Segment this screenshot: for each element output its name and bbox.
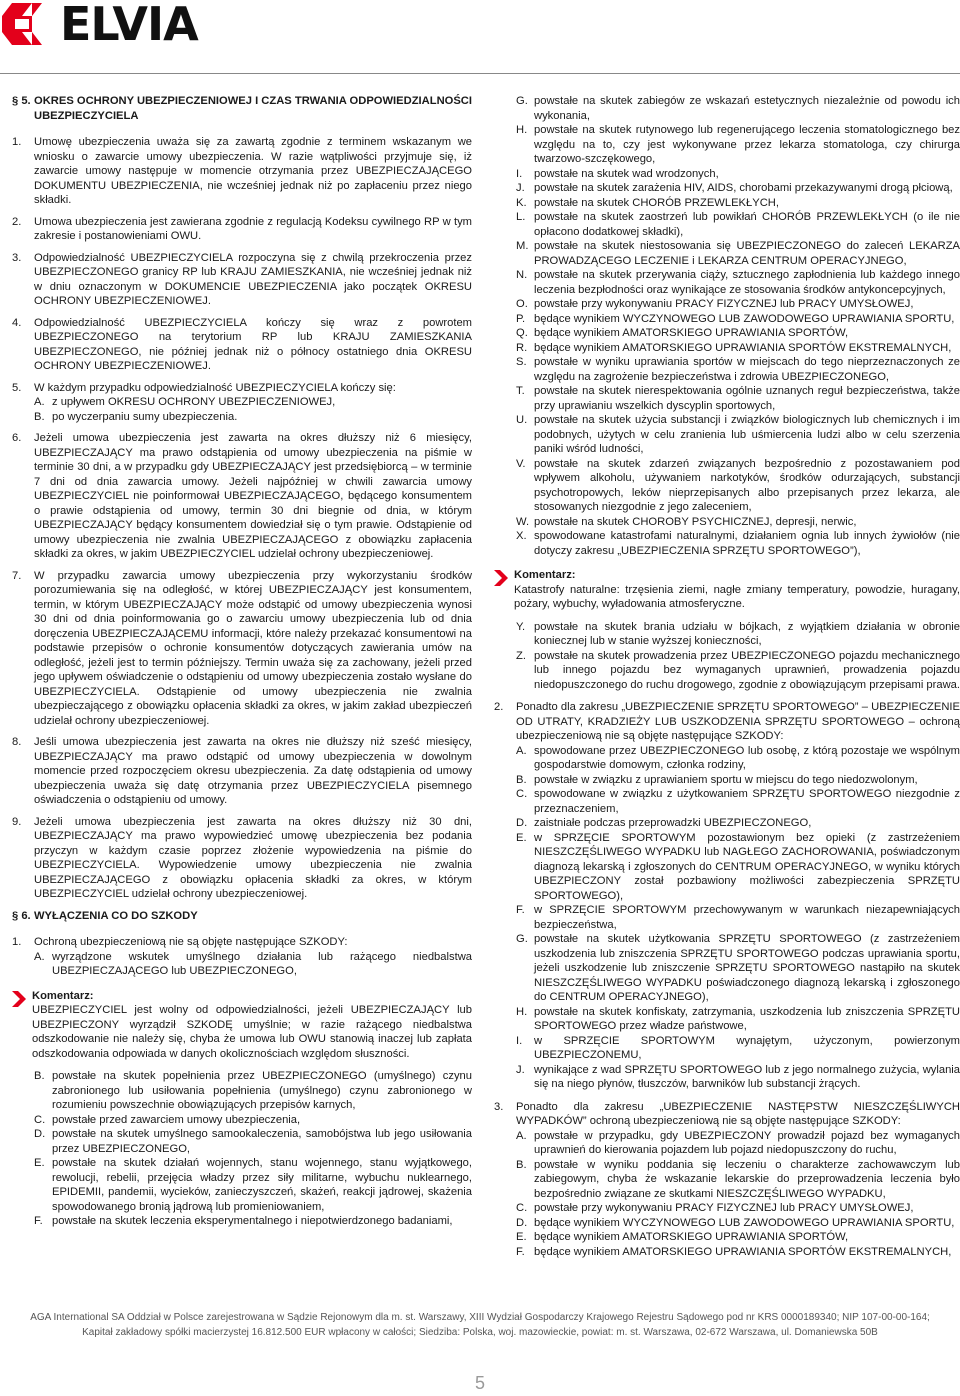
clause-6-1-a: A. wyrządzone wskutek umyślnego działania lub rażącego niedbalstwa UBEZPIECZAJĄCEGO lub UBEZPIECZONEGO,	[34, 950, 472, 977]
list-item: A. spowodowane przez UBEZPIECZONEGO lub osobę, z którą pozostaje we wspólnym gospodarstwie domowym, członka rodziny,	[516, 744, 960, 771]
list-item: T. powstałe na skutek nierespektowania ogólnie uznanych reguł bezpieczeństwa, także przy uprawianiu wszelkich dyscyplin sportowych,	[516, 385, 960, 412]
list-item: I. powstałe na skutek wad wrodzonych,	[516, 167, 719, 180]
left-column	[12, 94, 472, 1229]
clause-5-5-a: A. z upływem OKRESU OCHRONY UBEZPIECZENIOWEJ,	[34, 396, 336, 408]
clause-5-2: 2. Umowa ubezpieczenia jest zawierana zgodnie z regulacją Kodeksu cywilnego RP w tym zakresie i postanowieniami OWU.	[12, 215, 472, 242]
list-item: E. będące wynikiem AMATORSKIEGO UPRAWIANIA SPORTÓW,	[516, 1231, 849, 1243]
clause-5-5: 5. W każdym przypadku odpowiedzialność UBEZPIECZYCIELA kończy się: A. z upływem OKRESU OCHRONY UBEZPIECZENIOWEJ, B. po wyczerpaniu sumy ubezpieczenia.	[12, 381, 472, 425]
clause-5-1: 1. Umowę ubezpieczenia uważa się za zawartą zgodnie z terminem wskazanym we wniosku o zawarcie umowy ubezpieczenia. W razie wątpliwości przyjmuje się, iż zawarcie umowy następuje w momencie otrzymania przez UBEZPIECZAJĄCEGO DOKUMENTU UBEZPIECZENIA, nie wcześniej jednak niż po zapłaceniu przez niego składki.	[12, 136, 472, 206]
clause-5-3: 3. Odpowiedzialność UBEZPIECZYCIELA rozpoczyna się z chwilą przekroczenia przez UBEZPIECZONEGO granicy RP lub KRAJU ZAMIESZKANIA, nie wcześniej jednak niż w dniu oznaczonym w DOKUMENCIE UBEZPIECZENIA jako początek OKRESU OCHRONY UBEZPIECZENIOWEJ.	[12, 251, 472, 307]
list-item: B. powstałe w związku z uprawianiem sportu w miejscu do tego niedozwolonym,	[516, 773, 918, 786]
list-item: H. powstałe na skutek konfiskaty, zatrzymania, uszkodzenia lub zniszczenia SPRZĘTU SPORTOWEGO przez władze państwowe,	[516, 1005, 960, 1032]
list-item: F. będące wynikiem AMATORSKIEGO UPRAWIANIA SPORTÓW EKSTREMALNYCH,	[516, 1245, 952, 1258]
section-5-heading: § 5. OKRES OCHRONY UBEZPIECZENIOWEJ I CZAS TRWANIA ODPOWIEDZIALNOŚCI UBEZPIECZYCIELA	[12, 95, 472, 122]
list-item: D. powstałe na skutek umyślnego samookaleczenia, samobójstwa lub jego usiłowania przez UBEZPIECZONEGO,	[34, 1128, 472, 1155]
list-item: C. spowodowane w związku z użytkowaniem SPRZĘTU SPORTOWEGO niezgodnie z przeznaczeniem,	[516, 788, 960, 815]
brand-wordmark: ELVIA	[60, 0, 198, 51]
comment-box-2	[494, 568, 960, 612]
elvia-logo	[2, 0, 198, 51]
list-item: B. powstałe na skutek popełnienia przez UBEZPIECZONEGO (umyślnego) czynu zabronionego lub usiłowania popełnienia (umyślnego) czynu zabronionego w rozumieniu powszechnie obowiązujących przepisów karnych,	[34, 1070, 472, 1111]
elvia-cross-icon	[2, 3, 58, 45]
clause-5-5-b: B. po wyczerpaniu sumy ubezpieczenia.	[34, 410, 238, 423]
clause-6-1-list-continued	[516, 94, 960, 558]
clause-5-7: 7. W przypadku zawarcia umowy ubezpieczenia przy wykorzystaniu środków porozumiewania się na odległość, w której UBEZPIECZAJĄCY jest konsumentem, termin, w którym UBEZPIECZAJĄCY może odstąpić od umowy ubezpieczenia wynosi 30 dni od dnia poinformowania go o zawarciu umowy ubezpieczenia lub od dnia doręczenia UBEZPIECZAJĄCEMU informacji, które należy przekazać konsumentowi na podstawie przepisów o ochronie konsumentów dotyczących zawierania umów na odległość, jeżeli jest to termin późniejszy. Termin uważa się za zachowany, jeżeli przed jego upływem oświadczenie o odstąpieniu od umowy ubezpieczenia zostało wysłane do UBEZPIECZYCIELA. Odstąpienie od umowy ubezpieczenia nie zwalnia ubezpieczającego z obowiązku opłacenia składki za okres, w jakim zakład ubezpieczeń udzielał ochrony ubezpieczeniowej.	[12, 569, 472, 727]
list-item: I. w SPRZĘCIE SPORTOWYM wynajętym, użyczonym, powierzonym UBEZPIECZONEMU,	[516, 1034, 960, 1061]
clause-6-3-list	[516, 1129, 960, 1260]
list-item: K. powstałe na skutek CHORÓB PRZEWLEKŁYCH,	[516, 196, 779, 209]
comment-arrow-icon	[494, 568, 514, 612]
list-item: B. powstałe w wyniku poddania się leczeniu o charakterze zachowawczym lub zabiegowym, chyba że wskazanie lekarskie do przeprowadzenia leczenia było bezpośrednio związane ze skutkami NIESZCZĘŚLIWEGO WYPADKU,	[516, 1158, 960, 1200]
list-item: Y. powstałe na skutek brania udziału w bójkach, z wyjątkiem działania w obronie koniecznej lub w stanie wyższej konieczności,	[516, 620, 960, 647]
comment-text: UBEZPIECZYCIEL jest wolny od odpowiedzialności, jeżeli UBEZPIECZAJĄCY lub UBEZPIECZONY wyrządził SZKODĘ umyślnie; w razie rażącego niedbalstwa odszkodowanie nie należy się, chyba że umowa lub OWU stanowią inaczej lub zapłata odszkodowania odpowiada w danych okolicznościach względom słuszności.	[32, 1004, 472, 1060]
page-footer	[0, 1310, 960, 1340]
list-item: D. zaistniałe podczas przeprowadzki UBEZPIECZONEGO,	[516, 817, 812, 829]
list-item: F. powstałe na skutek leczenia eksperymentalnego i niepotwierdzonego badaniami,	[34, 1215, 453, 1227]
list-item: N. powstałe na skutek przerywania ciąży, sztucznego zapłodnienia lub każdego innego leczenia bezpłodności oraz wynikające ze stosowania środków antykoncepcyjnych,	[516, 269, 960, 296]
list-item: U. powstałe na skutek użycia substancji i związków biologicznych lub chemicznych i im podobnych, użytych w celu zranienia lub uśmiercenia ludzi albo w celu szerzenia paniki wśród ludności,	[516, 414, 960, 455]
list-item: E. w SPRZĘCIE SPORTOWYM pozostawionym bez opieki (z zastrzeżeniem NIESZCZĘŚLIWEGO WYPADKU lub NAGŁEGO ZACHOROWANIA, poświadczonym diagnozą lekarską i zgłoszonych do CENTRUM OPERACYJNEGO, w wyniku których UBEZPIECZONY został pozbawiony możliwości zabezpieczenia SPRZĘTU SPORTOWEGO),	[516, 831, 960, 902]
comment-heading: Komentarz:	[514, 569, 576, 581]
list-item: W. powstałe na skutek CHOROBY PSYCHICZNEJ, depresji, nerwic,	[516, 515, 857, 528]
list-item: Z. powstałe na skutek prowadzenia przez UBEZPIECZONEGO pojazdu mechanicznego lub innego pojazdu bez wymaganych uprawnień, prowadzenia pojazdu niedopuszczonego do ruchu drogowego, zgodnie z obowiązującym przepisami prawa.	[516, 649, 960, 691]
list-item: J. powstałe na skutek zarażenia HIV, AIDS, chorobami przekazywanymi drogą płciową,	[516, 182, 953, 194]
header-divider	[0, 73, 960, 74]
footer-line-1: AGA International SA Oddział w Polsce zarejestrowana w Sądzie Rejonowym dla m. st. Warszawy, XIII Wydział Gospodarczy Krajowego Rejestru Sądowego pod nr KRS 0000189340; NIP 107-00-00-164;	[30, 1312, 930, 1323]
clause-6-1-list-end	[516, 620, 960, 693]
clause-6-3: 3. Ponadto dla zakresu „UBEZPIECZENIE NASTĘPSTW NIESZCZĘŚLIWYCH WYPADKÓW” ochroną ubezpieczeniową nie są objęte następujące SZKODY:	[494, 1100, 960, 1127]
list-item: X. spowodowane katastrofami naturalnymi, działaniem ognia lub innych żywiołów (nie dotyczy zakresu „UBEZPIECZENIA SPRZĘTU SPORTOWEGO”),	[516, 530, 960, 557]
list-item: P. będące wynikiem WYCZYNOWEGO LUB ZAWODOWEGO UPRAWIANIA SPORTU,	[516, 312, 955, 325]
list-item: A. powstałe w przypadku, gdy UBEZPIECZONY prowadził pojazd bez wymaganych uprawnień do kierowania pojazdem lub pojazd niedopuszczony do ruchu,	[516, 1129, 960, 1156]
right-column	[494, 94, 960, 1259]
list-item: R. będące wynikiem AMATORSKIEGO UPRAWIANIA SPORTÓW EKSTREMALNYCH,	[516, 341, 952, 354]
comment-arrow-icon	[12, 989, 32, 1062]
list-item: F. w SPRZĘCIE SPORTOWYM przechowywanym w warunkach niezapewniających bezpieczeństwa,	[516, 904, 960, 931]
clause-5-8: 8. Jeśli umowa ubezpieczenia jest zawarta na okres nie dłuższy niż sześć miesięcy, UBEZPIECZAJĄCY ma prawo odstąpić od umowy ubezpieczenia w dowolnym momencie przed rozpoczęciem okresu ubezpieczenia. Za datę odstąpienia od umowy ubezpieczenia uważa się datę otrzymania przez UBEZPIECZYCIELA pisemnego oświadczenia o odstąpieniu od umowy.	[12, 736, 472, 806]
list-item: H. powstałe na skutek rutynowego lub regenerującego leczenia stomatologicznego bez względu na to, czy jest wykonywane przez lekarza stomatologa, czy chirurga twarzowo-szczękowego,	[516, 124, 960, 165]
list-item: Q. będące wynikiem AMATORSKIEGO UPRAWIANIA SPORTÓW,	[516, 327, 849, 339]
list-item: M. powstałe na skutek niestosowania się UBEZPIECZONEGO do zaleceń LEKARZA PROWADZĄCEGO LECZENIE i LEKARZA CENTRUM OPERACYJNEGO,	[516, 240, 960, 267]
page-number: 5	[474, 1373, 485, 1393]
list-item: D. będące wynikiem WYCZYNOWEGO LUB ZAWODOWEGO UPRAWIANIA SPORTU,	[516, 1216, 955, 1229]
list-item: C. powstałe przed zawarciem umowy ubezpieczenia,	[34, 1113, 301, 1126]
list-item: S. powstałe w wyniku uprawiania sportów w miejscach do tego nieprzeznaczonych ze względu na zagrożenie bezpieczeństwa i zdrowia UBEZPIECZONEGO,	[516, 356, 960, 383]
list-item: L. powstałe na skutek zaostrzeń lub powikłań CHORÓB PRZEWLEKŁYCH (o ile nie opłacono dodatkowej składki),	[516, 211, 960, 238]
clause-5-9: 9. Jeżeli umowa ubezpieczenia jest zawarta na okres dłuższy niż 30 dni, UBEZPIECZAJĄCY ma prawo wypowiedzieć umowę ubezpieczenia bez podania przyczyn w każdym czasie poprzez złożenie wypowiedzenia na piśmie do UBEZPIECZYCIELA. Wypowiedzenie umowy ubezpieczenia nie zwalnia UBEZPIECZAJĄCEGO z obowiązku opłacenia składki za okres, w którym UBEZPIECZYCIEL udzielał ochrony ubezpieczeniowej.	[12, 815, 472, 900]
list-item: O. powstałe przy wykonywaniu PRACY FIZYCZNEJ lub PRACY UMYSŁOWEJ,	[516, 298, 914, 310]
clause-5-6: 6. Jeżeli umowa ubezpieczenia jest zawarta na okres dłuższy niż 6 miesięcy, UBEZPIECZAJĄCY ma prawo odstąpienia od umowy ubezpieczenia na piśmie w terminie 30 dni, a w przypadku gdy UBEZPIECZAJĄCY jest przedsiębiorcą – w terminie 7 dni od dnia zawarcia umowy. Jeżeli najpóźniej w chwili zawarcia umowy UBEZPIECZYCIEL nie poinformował UBEZPIECZAJĄCEGO, będącego konsumentem o prawie odstąpienia od umowy, termin 30 dni biegnie od dnia, w którym UBEZPIECZAJĄCY będący konsumentem dowiedział się o tym prawie. Odstąpienie od umowy ubezpieczenia nie zwalnia UBEZPIECZAJĄCEGO z obowiązku zapłacenia składki za okres, w jakim UBEZPIECZYCIEL udzielał ochrony ubezpieczeniowej.	[12, 432, 472, 560]
list-item: J. wynikające z wad SPRZĘTU SPORTOWEGO lub z jego normalnego zużycia, wylania się na niego płynów, tłuszczów, barwników lub substancji żrących.	[516, 1063, 960, 1090]
comment-heading: Komentarz:	[32, 989, 94, 1002]
section-6-heading: § 6. WYŁĄCZENIA CO DO SZKODY	[12, 909, 198, 922]
list-item: C. powstałe przy wykonywaniu PRACY FIZYCZNEJ lub PRACY UMYSŁOWEJ,	[516, 1202, 914, 1214]
clause-6-2-list	[516, 744, 960, 1092]
footer-line-2: Kapitał zakładowy spółki macierzystej 16.812.500 EUR wpłacony w całości; Siedziba: Polska, woj. mazowieckie, powiat: m. st. Warszawa, 02-672 Warszawa, ul. Domaniewska 50B	[82, 1327, 878, 1338]
list-item: E. powstałe na skutek działań wojennych, stanu wojennego, stanu wyjątkowego, rewolucji, rebelii, przejęcia władzy przez siły militarne, wybuchu nuklearnego, EPIDEMII, pandemii, wycieków, zanieczyszczeń, skażeń, reakcji jądrowej, skażenia spowodowanego bronią jądrową lub promieniowaniem,	[34, 1157, 472, 1213]
comment-box-1	[12, 989, 472, 1062]
list-item: G. powstałe na skutek użytkowania SPRZĘTU SPORTOWEGO (z zastrzeżeniem uszkodzenia lub zniszczenia SPRZĘTU SPORTOWEGO podczas uprawiania sportu, jeżeli uszkodzenie lub zniszczenie SPRZĘTU SPORTOWEGO nastąpiło na skutek NIESZCZĘŚLIWEGO WYPADKU poświadczonego diagnozą lekarską i zgłoszonego do CENTRUM OPERACYJNEGO),	[516, 933, 960, 1003]
clause-6-1-list	[34, 1069, 472, 1229]
comment-text: Katastrofy naturalne: trzęsienia ziemi, nagłe zmiany temperatury, powodzie, huragany, pożary, wybuchy, wyładowania atmosferyczne.	[514, 583, 960, 610]
list-item: G. powstałe na skutek zabiegów ze wskazań estetycznych niezależnie od powodu ich wykonania,	[516, 95, 960, 122]
clause-5-4: 4. Odpowiedzialność UBEZPIECZYCIELA kończy się wraz z powrotem UBEZPIECZONEGO na terytorium RP lub KRAJU ZAMIESZKANIA UBEZPIECZONEGO, nie później jednak niż o północy ostatniego dnia OKRESU OCHRONY UBEZPIECZENIOWEJ.	[12, 316, 472, 372]
clause-6-1: 1. Ochroną ubezpieczeniową nie są objęte następujące SZKODY: A. wyrządzone wskutek umyślnego działania lub rażącego niedbalstwa UBEZPIECZAJĄCEGO lub UBEZPIECZONEGO,	[12, 936, 472, 977]
clause-6-2: 2. Ponadto dla zakresu „UBEZPIECZENIE SPRZĘTU SPORTOWEGO” – UBEZPIECZENIE OD UTRATY, KRADZIEŻY LUB USZKODZENIA SPRZĘTU SPORTOWEGO – ochroną ubezpieczeniową nie są objęte następujące SZKODY:	[494, 701, 960, 742]
list-item: V. powstałe na skutek zdarzeń związanych bezpośrednio z pozostawaniem pod wpływem alkoholu, używaniem narkotyków, środków odurzających, substancji psychotropowych, leków nieprzepisanych albo przepisanych przez lekarza, ale stosowanych niezgodnie z jego zaleceniem,	[516, 457, 960, 513]
